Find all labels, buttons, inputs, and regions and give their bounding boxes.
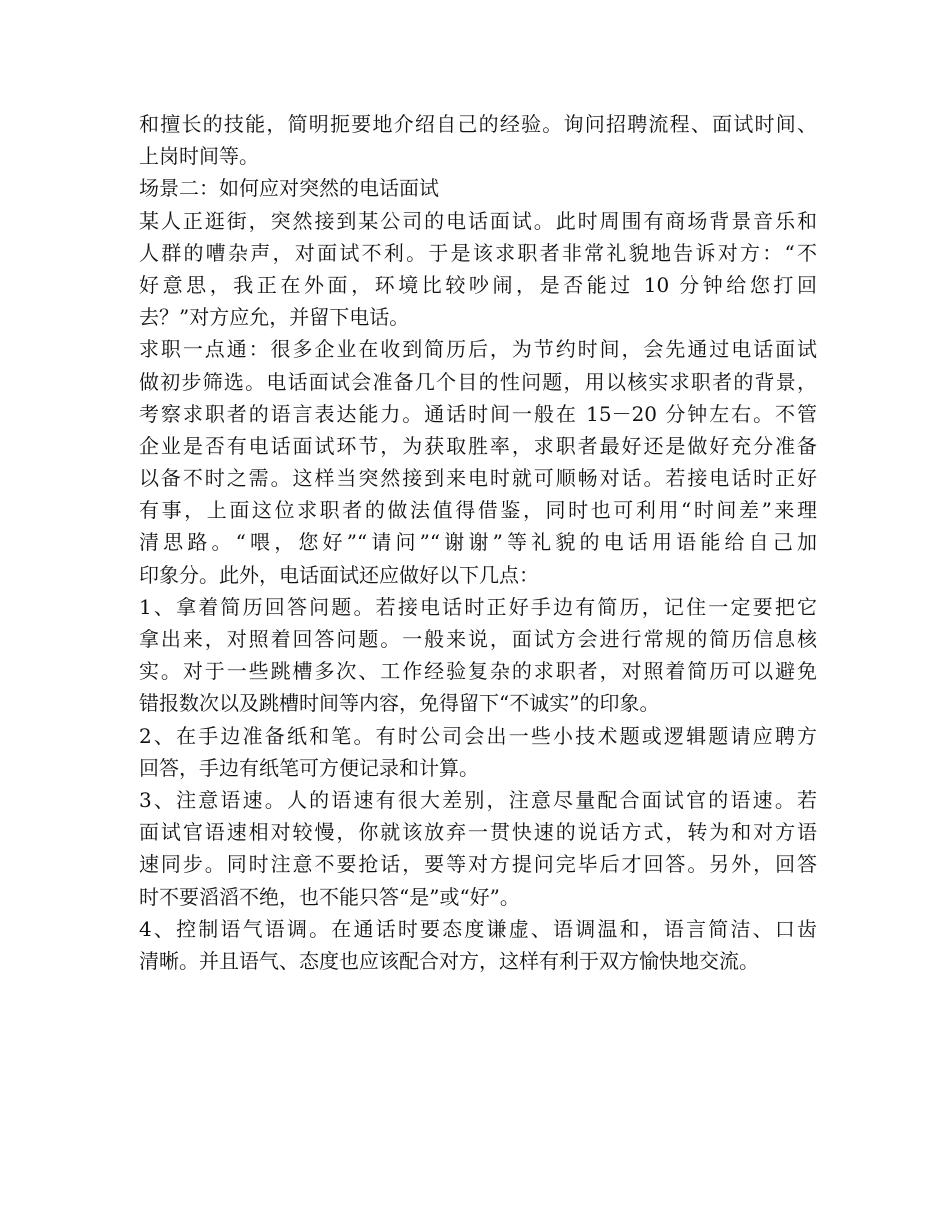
text-line: 有事，上面这位求职者的做法值得借鉴，同时也可利用“时间差”来理 bbox=[139, 498, 817, 523]
text-line: 实。对于一些跳槽多次、工作经验复杂的求职者，对照着简历可以避免 bbox=[139, 659, 817, 684]
document-body bbox=[139, 108, 817, 977]
text-line: 做初步筛选。电话面试会准备几个目的性问题，用以核实求职者的背景， bbox=[139, 369, 817, 394]
text-line: 面试官语速相对较慢，你就该放弃一贯快速的说话方式，转为和对方语 bbox=[139, 820, 817, 845]
text-line: 2、在手边准备纸和笔。有时公司会出一些小技术题或逻辑题请应聘方 bbox=[139, 723, 817, 748]
text-line: 时不要滔滔不绝，也不能只答“是”或“好”。 bbox=[139, 884, 520, 909]
text-line: 回答，手边有纸笔可方便记录和计算。 bbox=[139, 755, 479, 780]
text-line: 拿出来，对照着回答问题。一般来说，面试方会进行常规的简历信息核 bbox=[139, 627, 817, 651]
text-line: 3、注意语速。人的语速有很大差别，注意尽量配合面试官的语速。若 bbox=[139, 787, 817, 812]
text-line: 清思路。“喂，您好”“请问”“谢谢”等礼貌的电话用语能给自己加 bbox=[139, 530, 817, 555]
text-line: 上岗时间等。 bbox=[139, 144, 259, 169]
text-line: 4、控制语气语调。在通话时要态度谦虚、语调温和，语言简洁、口齿 bbox=[139, 916, 817, 941]
text-line: 去？”对方应允，并留下电话。 bbox=[139, 305, 410, 330]
text-line: 求职一点通：很多企业在收到简历后，为节约时间，会先通过电话面试 bbox=[139, 337, 817, 362]
text-line: 错报数次以及跳槽时间等内容，免得留下“不诚实”的印象。 bbox=[139, 691, 660, 716]
text-line: 场景二：如何应对突然的电话面试 bbox=[139, 176, 439, 201]
text-line: 速同步。同时注意不要抢话，要等对方提问完毕后才回答。另外，回答 bbox=[139, 852, 817, 877]
text-line: 以备不时之需。这样当突然接到来电时就可顺畅对话。若接电话时正好 bbox=[139, 466, 817, 491]
text-line: 和擅长的技能，简明扼要地介绍自己的经验。询问招聘流程、面试时间、 bbox=[139, 112, 817, 136]
text-line: 好意思，我正在外面，环境比较吵闹，是否能过 10 分钟给您打回 bbox=[139, 272, 817, 297]
text-line: 印象分。此外，电话面试还应做好以下几点： bbox=[139, 562, 539, 587]
text-line: 清晰。并且语气、态度也应该配合对方，这样有利于双方愉快地交流。 bbox=[139, 948, 759, 973]
text-line: 考察求职者的语言表达能力。通话时间一般在 15－20 分钟左右。不管 bbox=[139, 401, 817, 426]
text-line: 1、拿着简历回答问题。若接电话时正好手边有简历，记住一定要把它 bbox=[139, 594, 817, 619]
text-line: 企业是否有电话面试环节，为获取胜率，求职者最好还是做好充分准备 bbox=[139, 433, 817, 458]
text-line: 某人正逛街，突然接到某公司的电话面试。此时周围有商场背景音乐和 bbox=[139, 208, 817, 233]
text-line: 人群的嘈杂声，对面试不利。于是该求职者非常礼貌地告诉对方：“不 bbox=[139, 240, 817, 265]
